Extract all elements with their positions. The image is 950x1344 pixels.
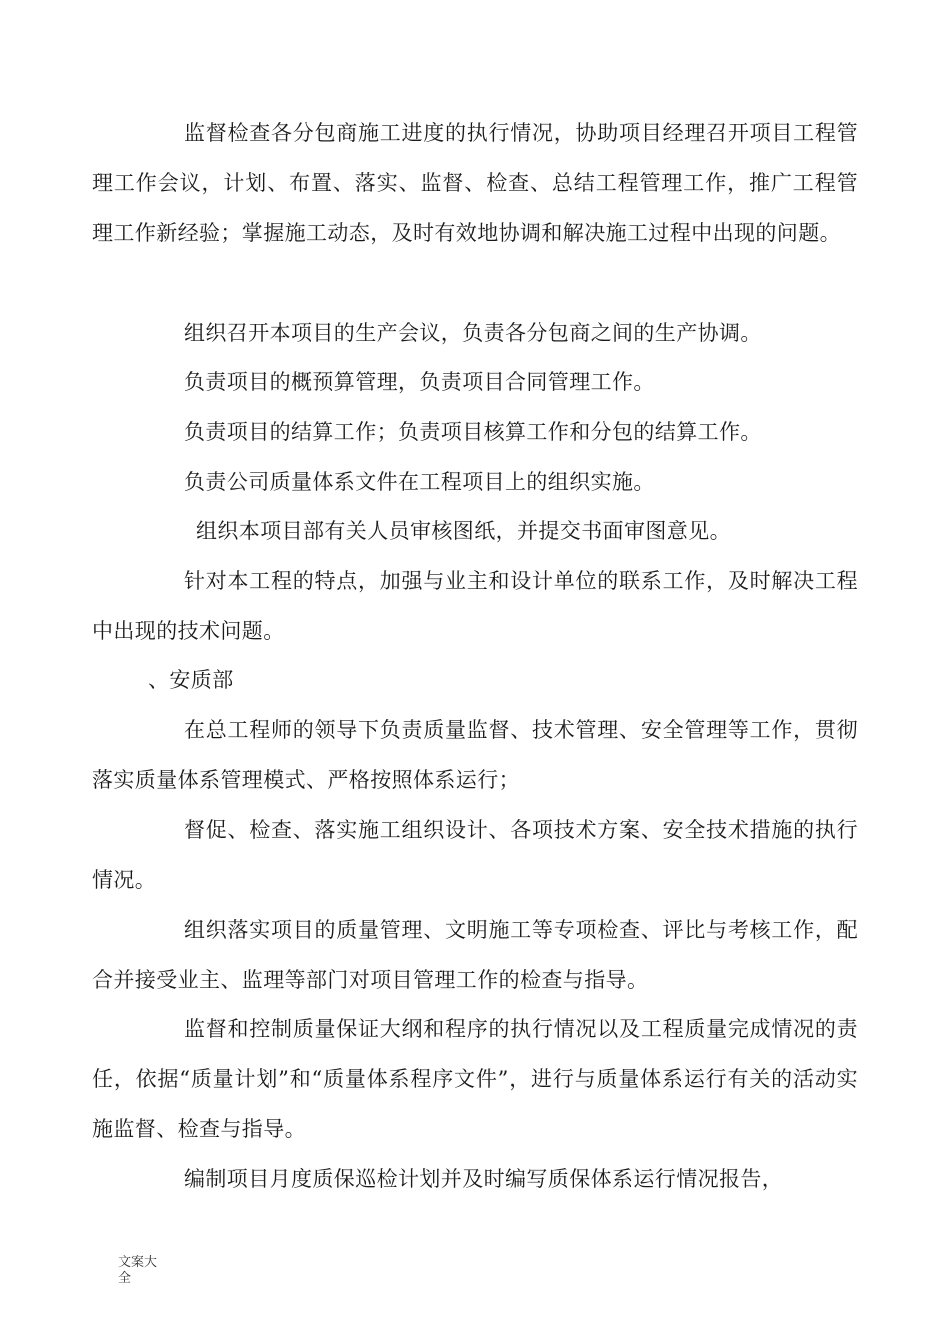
paragraph-4: 负责项目的结算工作；负责项目核算工作和分包的结算工作。: [184, 420, 762, 444]
paragraph-6: 组织本项目部有关人员审核图纸，并提交书面审图意见。: [196, 519, 731, 543]
paragraph-10: 组织落实项目的质量管理、文明施工等专项检查、评比与考核工作，配合并接受业主、监理等部门对项目管理工作的检查与指导。: [92, 918, 858, 992]
section-heading-anzhibu: 、安质部: [148, 668, 234, 692]
paragraph-12: 编制项目月度质保巡检计划并及时编写质保体系运行情况报告，: [184, 1167, 784, 1191]
paragraph-1: 监督检查各分包商施工进度的执行情况，协助项目经理召开项目工程管理工作会议，计划、布置、落实、监督、检查、总结工程管理工作，推广工程管理工作新经验；掌握施工动态，及时有效地协调和解决施工过程中出现的问题。: [92, 121, 858, 245]
paragraph-3: 负责项目的概预算管理，负责项目合同管理工作。: [184, 370, 655, 394]
paragraph-7: 针对本工程的特点，加强与业主和设计单位的联系工作，及时解决工程中出现的技术问题。: [92, 569, 858, 643]
paragraph-2: 组织召开本项目的生产会议，负责各分包商之间的生产协调。: [184, 321, 762, 345]
paragraph-9: 督促、检查、落实施工组织设计、各项技术方案、安全技术措施的执行情况。: [92, 818, 858, 892]
paragraph-11: 监督和控制质量保证大纲和程序的执行情况以及工程质量完成情况的责任，依据“质量计划”和“质量体系程序文件”，进行与质量体系运行有关的活动实施监督、检查与指导。: [92, 1017, 858, 1141]
paragraph-5: 负责公司质量体系文件在工程项目上的组织实施。: [184, 470, 655, 494]
paragraph-8: 在总工程师的领导下负责质量监督、技术管理、安全管理等工作，贯彻落实质量体系管理模式、严格按照体系运行；: [92, 718, 858, 792]
page-footer: 文案大全: [118, 1255, 158, 1286]
